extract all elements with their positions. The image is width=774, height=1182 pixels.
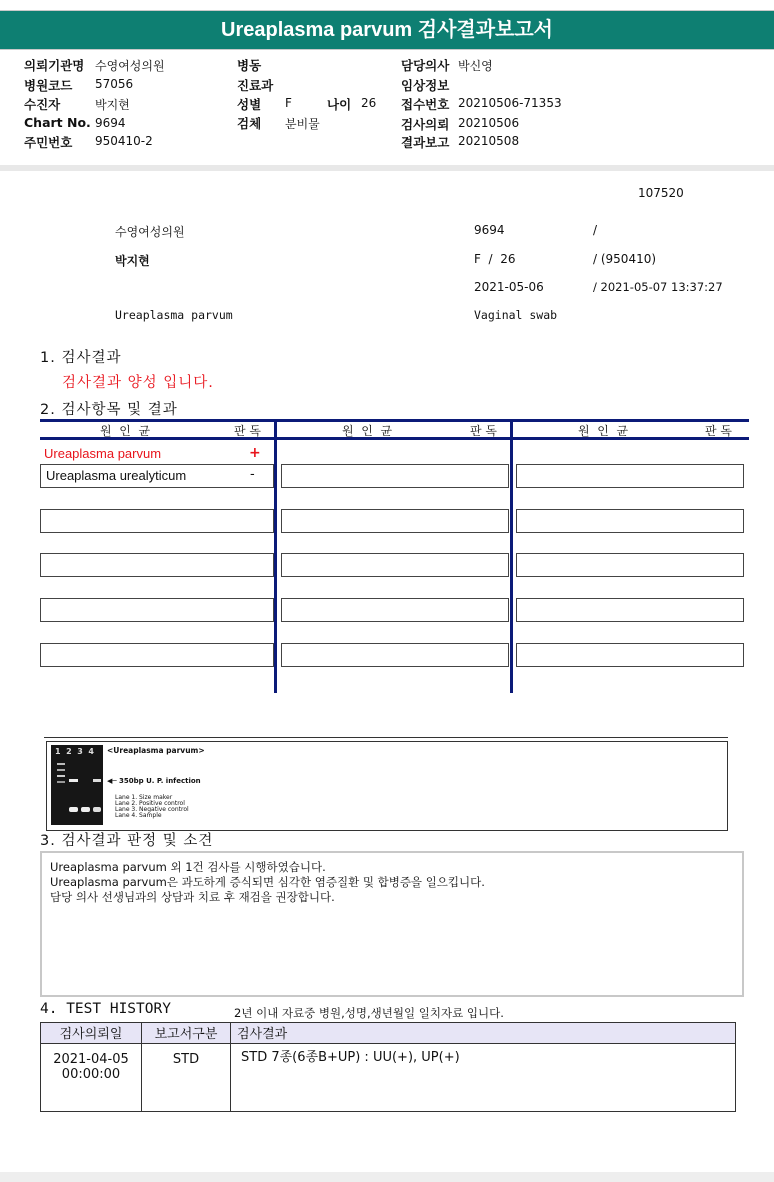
report-datetime: / 2021-05-07 13:37:27 bbox=[593, 280, 723, 294]
result-cell bbox=[516, 643, 744, 667]
header-label: 나이 bbox=[327, 97, 352, 112]
history-result: STD 7종(6종B+UP) : UU(+), UP(+) bbox=[231, 1044, 736, 1112]
header-divider bbox=[0, 165, 774, 171]
result-cell bbox=[281, 553, 509, 577]
history-header-row bbox=[41, 1023, 736, 1044]
header-label: 담당의사 bbox=[401, 58, 450, 73]
gel-top-rule bbox=[44, 737, 728, 738]
result-cell bbox=[516, 598, 744, 622]
header-label: 수진자 bbox=[24, 97, 61, 112]
result-cell bbox=[40, 553, 274, 577]
header-label: 의뢰기관명 bbox=[24, 58, 85, 73]
gel-legend-item: Lane 3. Negative control bbox=[115, 806, 189, 813]
result-cell bbox=[281, 643, 509, 667]
gel-title: <Ureaplasma parvum> bbox=[107, 746, 205, 755]
section3-title: 3. 검사결과 판정 및 소견 bbox=[40, 833, 214, 849]
result-cell bbox=[281, 464, 509, 488]
page-footer-band bbox=[0, 1172, 774, 1182]
chart-number: 9694 bbox=[474, 223, 505, 237]
grid-divider bbox=[510, 419, 513, 693]
column-header-judge: 판 독 bbox=[234, 424, 261, 438]
history-header-cell: 검사결과 bbox=[231, 1023, 736, 1044]
column-header-organism: 원 인 균 bbox=[342, 424, 393, 438]
test-name: Ureaplasma parvum bbox=[115, 308, 233, 322]
gel-image bbox=[51, 745, 103, 825]
gel-arrow-icon: ◀─ bbox=[107, 777, 117, 785]
result-summary: 검사결과 양성 입니다. bbox=[62, 375, 214, 391]
result-cell bbox=[516, 464, 744, 488]
opinion-line: Ureaplasma parvum 외 1건 검사를 시행하였습니다. bbox=[50, 860, 326, 874]
history-date: 2021-04-05 bbox=[53, 1052, 129, 1067]
gel-legend-item: Lane 1. Size maker bbox=[115, 794, 173, 801]
gel-band bbox=[69, 779, 78, 782]
result-cell bbox=[40, 598, 274, 622]
organism-result: + bbox=[249, 445, 261, 461]
gel-legend-item: Lane 4. Sample bbox=[115, 812, 162, 819]
header-label: Chart No. bbox=[24, 115, 91, 130]
hospital-name: 수영여성의원 bbox=[115, 225, 185, 239]
header-label: 병동 bbox=[237, 58, 262, 73]
opinion-box bbox=[40, 851, 744, 997]
header-label: 검체 bbox=[237, 116, 262, 131]
column-header-judge: 판 독 bbox=[470, 424, 497, 438]
gel-band bbox=[57, 769, 65, 771]
receipt-number: 107520 bbox=[638, 186, 684, 200]
request-date: 2021-05-06 bbox=[474, 280, 544, 294]
header-label: 결과보고 bbox=[401, 135, 450, 150]
gel-band bbox=[93, 807, 101, 812]
header-value: 수영여성의원 bbox=[95, 59, 165, 73]
history-note: 2년 이내 자료중 병원,성명,생년월일 일치자료 입니다. bbox=[234, 1006, 504, 1020]
gel-band bbox=[81, 807, 90, 812]
header-label: 진료과 bbox=[237, 78, 274, 93]
history-header-cell: 보고서구분 bbox=[142, 1023, 231, 1044]
header-value: 26 bbox=[361, 96, 377, 110]
section4-title: 4. TEST HISTORY bbox=[40, 1001, 171, 1017]
header-value: 950410-2 bbox=[95, 134, 153, 148]
history-type: STD bbox=[142, 1044, 231, 1112]
gel-band bbox=[57, 775, 65, 777]
organism-name: Ureaplasma urealyticum bbox=[46, 468, 187, 483]
history-row bbox=[41, 1044, 736, 1112]
header-value: 20210508 bbox=[458, 134, 520, 148]
header-value: 20210506-71353 bbox=[458, 96, 562, 110]
header-value: 분비물 bbox=[285, 117, 320, 131]
column-header-organism: 원 인 균 bbox=[100, 424, 151, 438]
gel-arrow-label: 350bp U. P. infection bbox=[119, 777, 201, 785]
patient-name: 박지현 bbox=[115, 254, 150, 268]
grid-divider bbox=[274, 419, 277, 693]
organism-name: Ureaplasma parvum bbox=[44, 446, 162, 461]
header-label: 병원코드 bbox=[24, 78, 73, 93]
organism-result: - bbox=[250, 467, 255, 482]
result-cell bbox=[40, 643, 274, 667]
separator: / bbox=[593, 223, 598, 237]
history-table bbox=[40, 1022, 736, 1112]
header-value: 박지현 bbox=[95, 98, 130, 112]
gel-legend-item: Lane 2. Positive control bbox=[115, 800, 185, 807]
result-cell bbox=[516, 553, 744, 577]
header-value: 57056 bbox=[95, 77, 134, 91]
report-title-bar bbox=[0, 10, 774, 50]
history-header-cell: 검사의뢰일 bbox=[41, 1023, 142, 1044]
result-cell bbox=[281, 509, 509, 533]
birth-date: / (950410) bbox=[593, 252, 657, 266]
opinion-line: 담당 의사 선생님과의 상담과 치료 후 재검을 권장합니다. bbox=[50, 890, 335, 904]
sex-age: F / 26 bbox=[474, 252, 516, 266]
column-header-organism: 원 인 균 bbox=[578, 424, 629, 438]
report-title: Ureaplasma parvum 검사결과보고서 bbox=[221, 19, 553, 41]
opinion-line: Ureaplasma parvum은 과도하게 증식되면 심각한 염증질환 및 합병증을 일으킵니다. bbox=[50, 875, 485, 889]
history-date-cell bbox=[41, 1044, 142, 1112]
header-label: 검사의뢰 bbox=[401, 117, 450, 132]
section1-title: 1. 검사결과 bbox=[40, 350, 122, 366]
column-header-judge: 판 독 bbox=[705, 424, 732, 438]
specimen: Vaginal swab bbox=[474, 308, 558, 322]
gel-panel bbox=[46, 741, 728, 831]
gel-band bbox=[57, 781, 65, 783]
header-label: 임상정보 bbox=[401, 78, 450, 93]
gel-lane-numbers: 1 2 3 4 bbox=[55, 747, 94, 756]
section2-title: 2. 검사항목 및 결과 bbox=[40, 402, 178, 418]
header-label: 접수번호 bbox=[401, 97, 450, 112]
header-value: 박신영 bbox=[458, 59, 493, 73]
header-value: 9694 bbox=[95, 116, 126, 130]
history-time: 00:00:00 bbox=[61, 1067, 121, 1082]
result-cell bbox=[516, 509, 744, 533]
header-value: F bbox=[285, 96, 292, 110]
result-cell bbox=[40, 464, 274, 488]
gel-band bbox=[93, 779, 101, 782]
gel-band bbox=[69, 807, 78, 812]
header-label: 주민번호 bbox=[24, 135, 73, 150]
header-label: 성별 bbox=[237, 97, 262, 112]
gel-band bbox=[57, 763, 65, 765]
header-value: 20210506 bbox=[458, 116, 520, 130]
result-cell bbox=[281, 598, 509, 622]
result-cell bbox=[40, 509, 274, 533]
